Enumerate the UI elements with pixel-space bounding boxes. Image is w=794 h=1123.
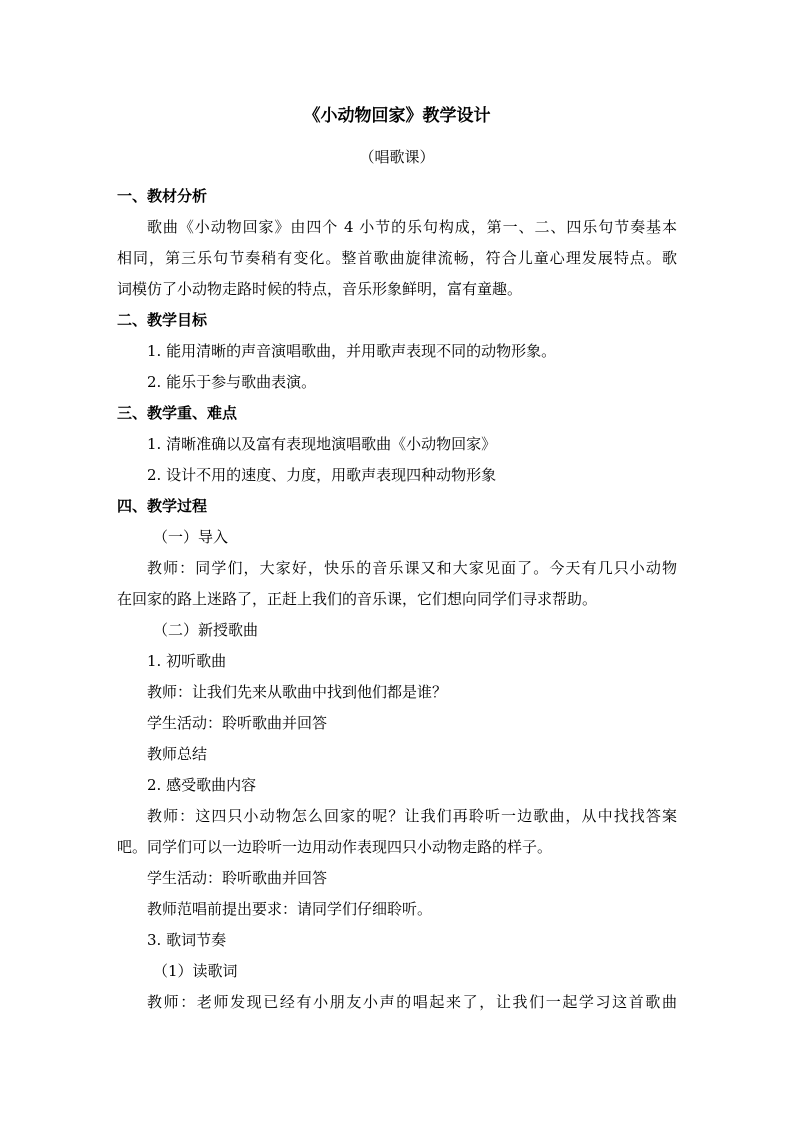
section-heading-key-points: 三、教学重、难点 <box>117 404 238 422</box>
section-heading-analysis: 一、教材分析 <box>117 187 208 205</box>
goal-item: 1. 能用清晰的声音演唱歌曲，并用歌声表现不同的动物形象。 <box>147 342 557 360</box>
process-subheading-new-song: （二）新授歌曲 <box>153 621 259 639</box>
teacher-summary-line: 教师总结 <box>147 745 208 763</box>
analysis-paragraph-line: 相同，第三乐句节奏稍有变化。整首歌曲旋律流畅，符合儿童心理发展特点。歌 <box>117 249 677 267</box>
section-heading-goals: 二、教学目标 <box>117 311 208 329</box>
teacher-line: 教师：老师发现已经有小朋友小声的唱起来了，让我们一起学习这首歌曲 <box>147 993 677 1011</box>
teacher-line: 吧。同学们可以一边聆听一边用动作表现四只小动物走路的样子。 <box>117 838 553 856</box>
step-subheading: （1）读歌词 <box>153 962 238 980</box>
intro-paragraph-line: 教师：同学们，大家好，快乐的音乐课又和大家见面了。今天有几只小动物 <box>147 559 677 577</box>
intro-paragraph-line: 在回家的路上迷路了，正赶上我们的音乐课，它们想向同学们寻求帮助。 <box>117 590 598 608</box>
document-title: 《小动物回家》教学设计 <box>303 106 491 126</box>
goal-item: 2. 能乐于参与歌曲表演。 <box>147 373 317 391</box>
key-point-item: 2. 设计不用的速度、力度，用歌声表现四种动物形象 <box>147 466 497 484</box>
document-subtitle: （唱歌课） <box>359 148 435 166</box>
process-subheading-intro: （一）导入 <box>153 528 229 546</box>
analysis-paragraph-line: 词模仿了小动物走路时候的特点，音乐形象鲜明，富有童趣。 <box>117 280 523 298</box>
step-heading: 2. 感受歌曲内容 <box>147 776 257 794</box>
teacher-line: 教师：让我们先来从歌曲中找到他们都是谁？ <box>147 683 448 701</box>
key-point-item: 1. 清晰准确以及富有表现地演唱歌曲《小动物回家》 <box>147 435 497 453</box>
step-heading: 1. 初听歌曲 <box>147 652 227 670</box>
teacher-line: 教师范唱前提出要求：请同学们仔细聆听。 <box>147 900 433 918</box>
teacher-line: 教师：这四只小动物怎么回家的呢？让我们再聆听一边歌曲，从中找找答案 <box>147 807 677 825</box>
student-activity-line: 学生活动：聆听歌曲并回答 <box>147 714 328 732</box>
step-heading: 3. 歌词节奏 <box>147 931 227 949</box>
section-heading-process: 四、教学过程 <box>117 497 208 515</box>
analysis-paragraph-line: 歌曲《小动物回家》由四个 4 小节的乐句构成，第一、二、四乐句节奏基本 <box>147 218 677 236</box>
student-activity-line: 学生活动：聆听歌曲并回答 <box>147 869 328 887</box>
